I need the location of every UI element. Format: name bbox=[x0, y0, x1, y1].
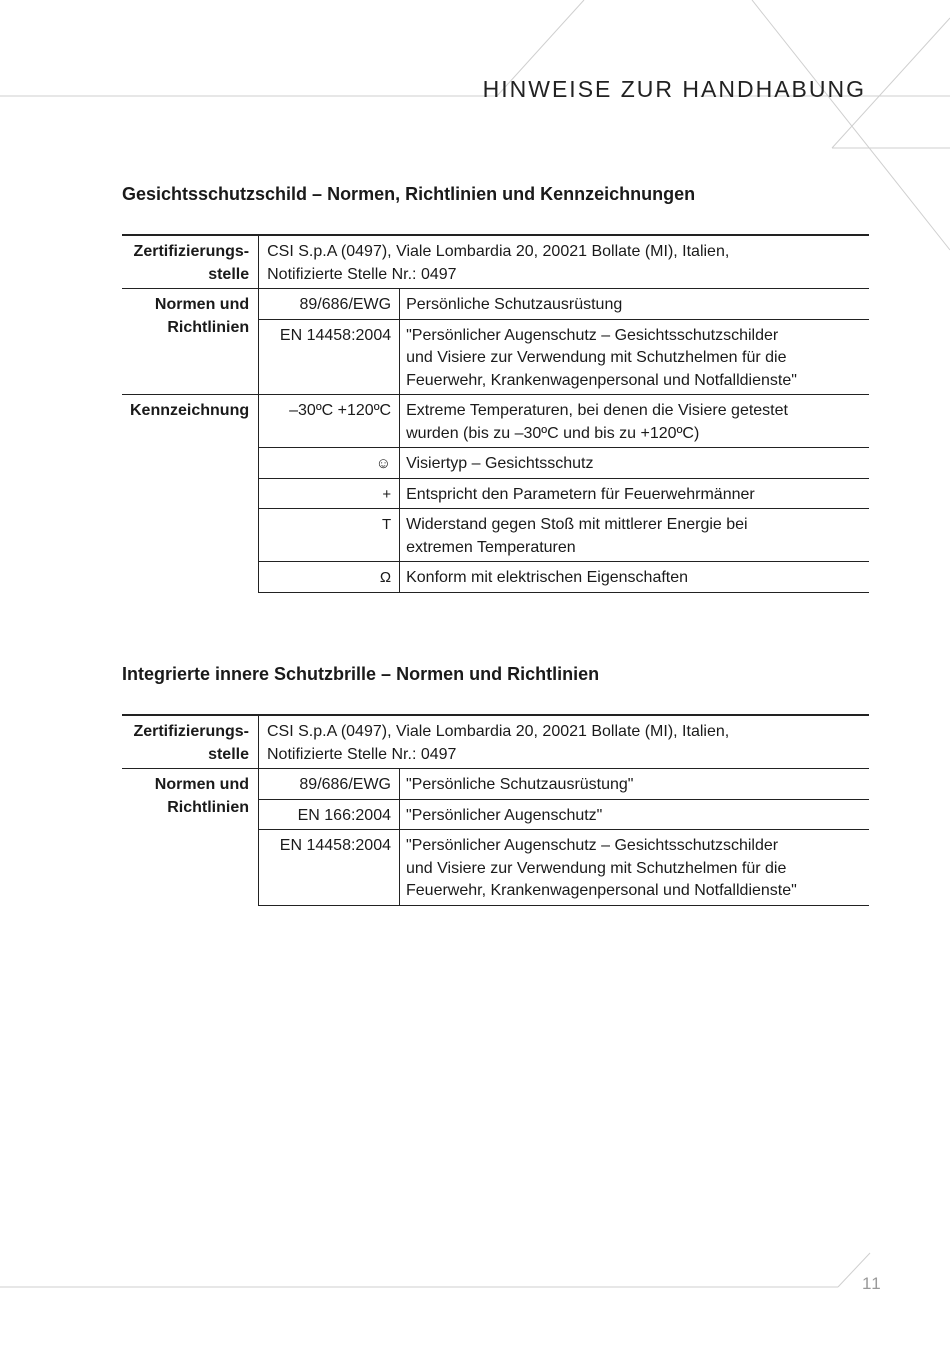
marking-description: Entspricht den Parametern für Feuerwehrmänner bbox=[400, 478, 869, 509]
marking-description: Visiertyp – Gesichtsschutz bbox=[400, 448, 869, 479]
norm-description bbox=[400, 319, 869, 395]
row-label-line: Normen und bbox=[154, 296, 250, 313]
desc-line: und Visiere zur Verwendung mit Schutzhelmen für die bbox=[406, 859, 787, 877]
row-label-norms bbox=[122, 769, 259, 906]
table-row bbox=[122, 235, 869, 289]
marking-description: Konform mit elektrischen Eigenschaften bbox=[400, 562, 869, 593]
marking-description bbox=[400, 509, 869, 562]
electrical-symbol: Ω bbox=[259, 562, 400, 593]
row-label-line: stelle bbox=[208, 745, 249, 763]
section-title-face-shield: Gesichtsschutzschild – Normen, Richtlinien und Kennzeichnungen bbox=[122, 184, 696, 204]
desc-line: "Persönlicher Augenschutz – Gesichtsschutzschilder bbox=[406, 326, 779, 344]
row-label-certification bbox=[122, 235, 259, 289]
desc-line: "Persönlicher Augenschutz – Gesichtsschutzschilder bbox=[406, 837, 779, 854]
desc-line: Extreme Temperaturen, bei denen die Visiere getestet bbox=[406, 402, 788, 419]
desc-line: Feuerwehr, Krankenwagenpersonal und Notfalldienste" bbox=[406, 371, 797, 389]
desc-line: Widerstand gegen Stoß mit mittlerer Energie bei bbox=[406, 516, 748, 533]
table-row bbox=[122, 715, 869, 769]
row-label-line: Richtlinien bbox=[167, 798, 249, 816]
row-label-certification bbox=[122, 715, 259, 769]
marking-code: –30ºC +120ºC bbox=[259, 395, 400, 448]
cert-text-line: CSI S.p.A (0497), Viale Lombardia 20, 20021 Bollate (MI), Italien, bbox=[267, 243, 730, 260]
goggles-table bbox=[122, 714, 869, 906]
row-label-norms bbox=[122, 289, 259, 395]
marking-description bbox=[400, 395, 869, 448]
norm-code: EN 14458:2004 bbox=[259, 319, 400, 395]
firefighter-symbol: + bbox=[259, 478, 400, 509]
row-label-line: Normen und bbox=[154, 776, 249, 793]
norm-code: EN 166:2004 bbox=[259, 799, 400, 830]
norm-description: Persönliche Schutzausrüstung bbox=[400, 289, 869, 320]
section-title-goggles: Integrierte innere Schutzbrille – Normen und Richtlinien bbox=[122, 664, 600, 684]
norm-description bbox=[400, 830, 870, 906]
cert-text-line: CSI S.p.A (0497), Viale Lombardia 20, 20021 Bollate (MI), Italien, bbox=[267, 723, 730, 740]
table-row bbox=[122, 289, 869, 320]
norm-code: 89/686/EWG bbox=[259, 769, 400, 800]
face-shield-table bbox=[122, 234, 869, 593]
norm-description: "Persönliche Schutzausrüstung" bbox=[400, 769, 870, 800]
row-label-line: stelle bbox=[208, 265, 250, 283]
desc-line: Feuerwehr, Krankenwagenpersonal und Notfalldienste" bbox=[406, 882, 797, 899]
desc-line: wurden (bis zu –30ºC und bis zu +120ºC) bbox=[406, 424, 700, 442]
norm-code: EN 14458:2004 bbox=[259, 830, 400, 906]
cert-text-line: Notifizierte Stelle Nr.: 0497 bbox=[267, 745, 457, 763]
row-label-line: Zertifizierungs- bbox=[133, 243, 250, 260]
row-label-line: Richtlinien bbox=[167, 318, 250, 336]
row-label-line: Zertifizierungs- bbox=[133, 723, 249, 740]
norm-code: 89/686/EWG bbox=[259, 289, 400, 320]
row-label-marking: Kennzeichnung bbox=[122, 395, 259, 593]
table-row bbox=[122, 769, 869, 800]
page-number: 11 bbox=[862, 1274, 882, 1293]
page-header-title: HINWEISE ZUR HANDHABUNG bbox=[482, 76, 866, 102]
certification-body-text bbox=[259, 715, 870, 769]
desc-line: und Visiere zur Verwendung mit Schutzhelmen für die bbox=[406, 349, 787, 366]
cert-text-line: Notifizierte Stelle Nr.: 0497 bbox=[267, 265, 457, 283]
norm-description: "Persönlicher Augenschutz" bbox=[400, 799, 870, 830]
certification-body-text bbox=[259, 235, 869, 289]
visor-type-symbol: ☺ bbox=[259, 448, 400, 479]
table-row bbox=[122, 395, 869, 448]
desc-line: extremen Temperaturen bbox=[406, 538, 576, 556]
impact-symbol: T bbox=[259, 509, 400, 562]
